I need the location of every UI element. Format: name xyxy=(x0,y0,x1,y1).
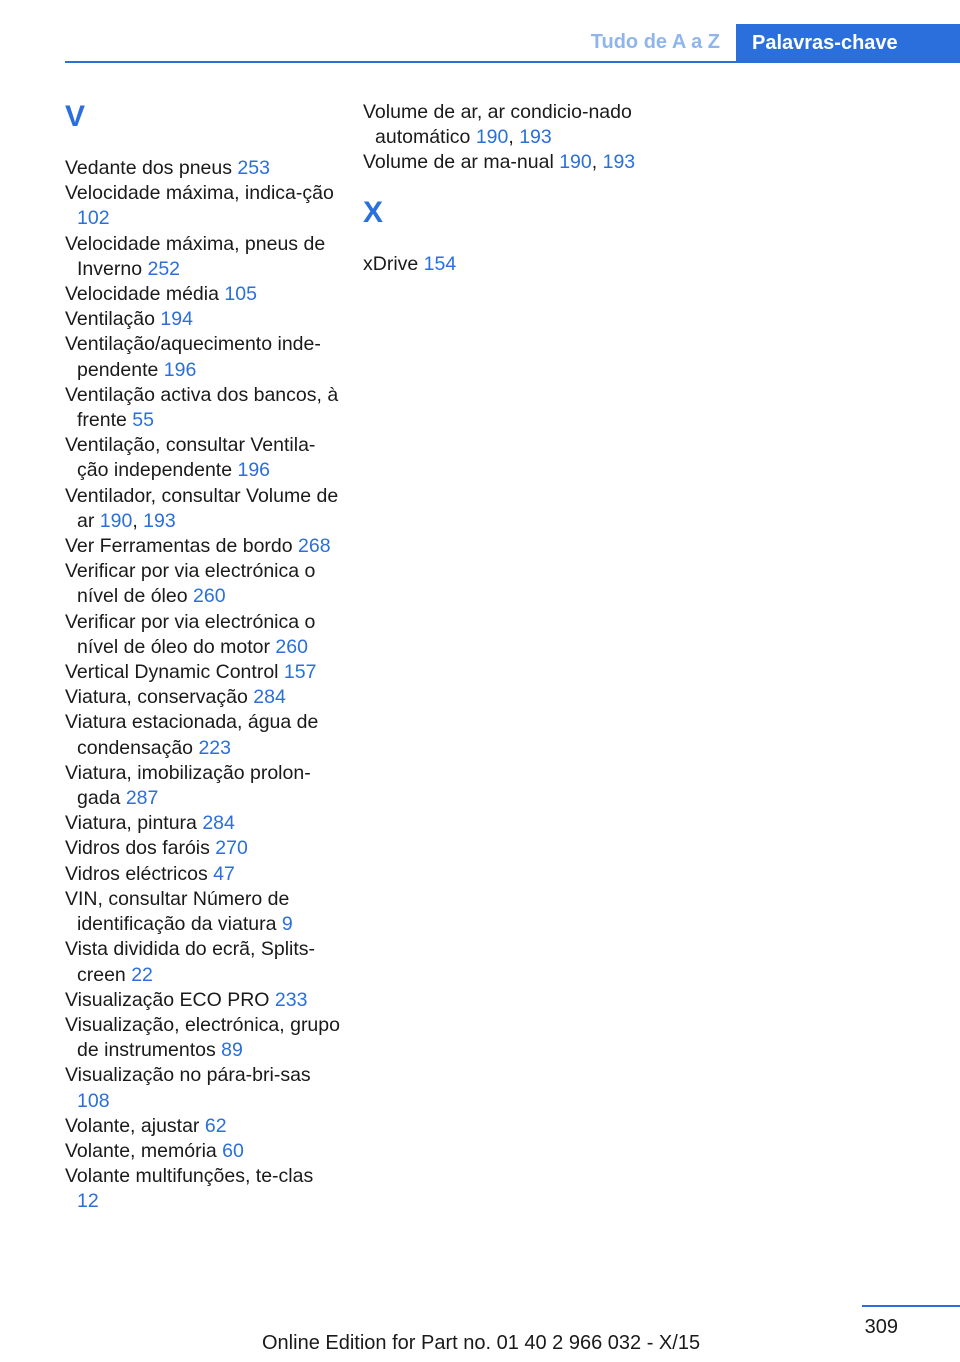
index-entry xyxy=(65,1164,340,1214)
page-link[interactable]: 193 xyxy=(143,509,176,532)
page-link[interactable]: 102 xyxy=(77,207,110,230)
index-entry xyxy=(65,836,340,861)
index-entry-text: Viatura, pintura xyxy=(65,812,203,835)
page-link[interactable]: 60 xyxy=(222,1139,244,1162)
index-entry xyxy=(65,534,340,559)
index-entry xyxy=(65,484,340,534)
index-entry xyxy=(65,1063,340,1113)
page-separator: , xyxy=(591,151,603,174)
index-entry-text: Viatura, conservação xyxy=(65,686,254,709)
index-entry xyxy=(65,433,340,483)
page-link[interactable]: 55 xyxy=(132,409,154,432)
index-entry-text: Volante multifunções, te-clas xyxy=(65,1165,314,1188)
page-link[interactable]: 284 xyxy=(202,812,235,835)
page-link[interactable]: 268 xyxy=(298,535,331,558)
page-link[interactable]: 190 xyxy=(99,509,133,532)
tab-tudo-de-a-a-z[interactable]: Tudo de A a Z xyxy=(590,31,720,53)
index-entry xyxy=(363,150,643,175)
index-entry-text: Visualização, electrónica, grupo de instrumentos xyxy=(65,1013,340,1062)
page-link[interactable]: 260 xyxy=(275,635,308,658)
index-entry xyxy=(65,1114,340,1139)
index-entry xyxy=(65,862,340,887)
index-entry xyxy=(363,100,643,150)
page-link[interactable]: 252 xyxy=(147,257,181,280)
page-separator: , xyxy=(132,509,144,532)
index-entry-text: Vidros dos faróis xyxy=(65,837,216,860)
index-list-x xyxy=(363,252,643,277)
index-entry-text: Vista dividida do ecrã, Splits-creen xyxy=(65,938,316,986)
index-entry xyxy=(65,660,340,685)
index-entry-text: Velocidade máxima, pneus de Inverno xyxy=(65,232,326,280)
page-link[interactable]: 89 xyxy=(221,1039,243,1062)
index-entry-text: Visualização ECO PRO xyxy=(65,988,275,1011)
page-link[interactable]: 157 xyxy=(283,661,317,684)
page-link[interactable]: 233 xyxy=(274,988,308,1011)
page-link[interactable]: 193 xyxy=(602,151,636,174)
index-letter-x: X xyxy=(363,195,384,229)
index-entry-text: Viatura, imobilização prolon-gada xyxy=(65,761,311,810)
page-link[interactable]: 196 xyxy=(237,459,271,482)
page-link[interactable]: 190 xyxy=(475,126,509,149)
header-rule xyxy=(65,61,960,63)
page-link[interactable]: 190 xyxy=(559,151,592,174)
index-entry-text: Ver Ferramentas de bordo xyxy=(65,535,299,558)
index-entry-text: Ventilação, consultar Ventila-ção independente xyxy=(65,434,316,482)
index-entry-text: Velocidade média xyxy=(65,283,225,306)
index-entry xyxy=(65,1139,340,1164)
page-link[interactable]: 270 xyxy=(215,837,248,860)
page-link[interactable]: 105 xyxy=(224,283,257,306)
page-separator: , xyxy=(508,126,520,149)
index-entry xyxy=(65,937,340,987)
page-link[interactable]: 47 xyxy=(213,862,235,885)
index-entry xyxy=(65,887,340,937)
index-entry-text: Verificar por via electrónica o nível de óleo xyxy=(65,560,316,608)
footer-rule xyxy=(862,1305,960,1307)
page-link[interactable]: 196 xyxy=(163,358,197,381)
index-entry xyxy=(65,181,340,231)
index-entry-text: xDrive xyxy=(363,252,424,275)
page-link[interactable]: 223 xyxy=(198,736,231,759)
index-entry-text: Volume de ar, ar condicio-nado automático xyxy=(363,101,632,149)
index-entry-text: Ventilador, consultar Volume de ar xyxy=(65,484,339,532)
page-link[interactable]: 154 xyxy=(423,252,457,275)
index-entry-text: Volante, memória xyxy=(65,1139,223,1162)
page-link[interactable]: 12 xyxy=(77,1190,99,1213)
tab-palavras-chave[interactable]: Palavras-chave xyxy=(736,24,960,62)
index-entry xyxy=(65,383,340,433)
index-entry xyxy=(65,685,340,710)
index-entry xyxy=(65,1013,340,1063)
index-entry xyxy=(65,282,340,307)
index-entry xyxy=(65,988,340,1013)
page-link[interactable]: 194 xyxy=(160,308,193,331)
page-link[interactable]: 108 xyxy=(77,1089,110,1112)
index-entry-text: Ventilação/aquecimento inde-pendente xyxy=(65,333,321,381)
index-letter-v: V xyxy=(65,100,86,133)
index-column-right xyxy=(363,100,643,277)
page-link[interactable]: 22 xyxy=(131,963,153,986)
index-entry xyxy=(65,710,340,760)
page-link[interactable]: 260 xyxy=(193,585,226,608)
index-entry xyxy=(65,332,340,382)
page-link[interactable]: 193 xyxy=(519,126,552,149)
page-link[interactable]: 284 xyxy=(253,686,286,709)
page-link[interactable]: 253 xyxy=(237,157,270,179)
index-entry-text: Volante, ajustar xyxy=(65,1114,205,1137)
index-entry-text: Ventilação xyxy=(65,308,161,331)
index-entry-text: Visualização no pára-bri-sas xyxy=(65,1064,311,1087)
index-entry xyxy=(65,232,340,282)
page-link[interactable]: 62 xyxy=(204,1114,227,1137)
page-link[interactable]: 287 xyxy=(125,787,159,810)
index-entry-text: Viatura estacionada, água de condensação xyxy=(65,711,319,759)
index-entry-text: VIN, consultar Número de identificação da viatura xyxy=(65,887,290,936)
edition-note: Online Edition for Part no. 01 40 2 966 032 - X/15 xyxy=(262,1332,701,1354)
index-entry-text: Vedante dos pneus xyxy=(65,157,238,179)
index-entry xyxy=(65,307,340,332)
page-link[interactable]: 9 xyxy=(281,913,293,936)
index-entry-text: Ventilação activa dos bancos, à frente xyxy=(65,383,339,432)
index-entry xyxy=(363,252,643,277)
index-entry-text: Vidros eléctricos xyxy=(65,862,214,885)
page-number: 309 xyxy=(864,1316,898,1338)
index-entry xyxy=(65,761,340,811)
index-list-v xyxy=(65,156,340,1215)
index-entry-text: Volume de ar ma-nual xyxy=(363,151,560,174)
index-entry-text: Vertical Dynamic Control xyxy=(65,661,284,684)
index-list-v-continued xyxy=(363,100,643,176)
index-entry xyxy=(65,811,340,836)
index-entry-text: Velocidade máxima, indica-ção xyxy=(65,182,334,205)
index-entry xyxy=(65,559,340,609)
index-column-left xyxy=(65,100,340,1215)
index-entry xyxy=(65,610,340,660)
index-entry xyxy=(65,156,340,181)
index-entry-text: Verificar por via electrónica o nível de óleo do motor xyxy=(65,610,316,658)
